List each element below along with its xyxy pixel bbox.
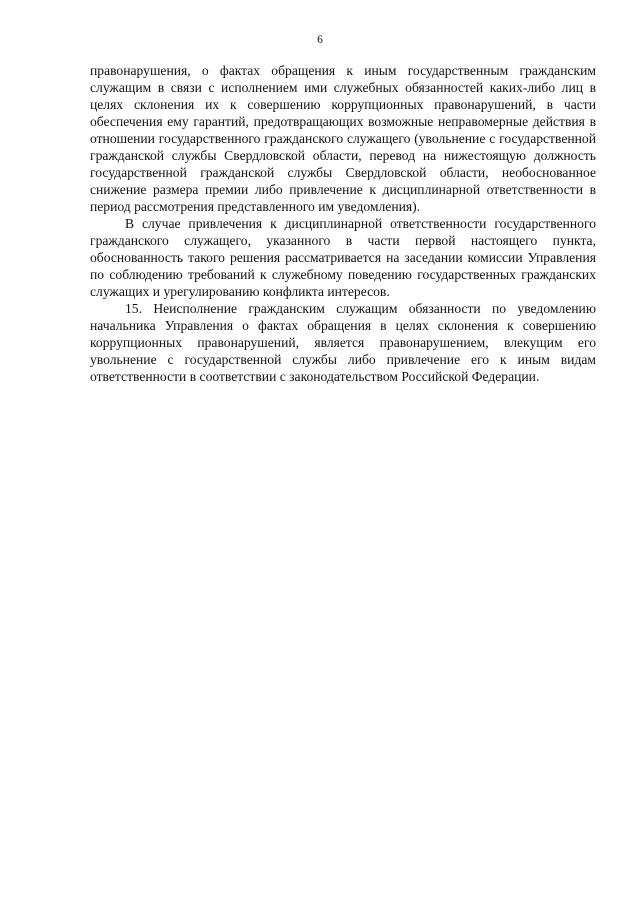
paragraph-continuation: правонарушения, о фактах обращения к иным государственным гражданским служащим в связи с исполнением ими служебных обязанностей каких-либо лиц в целях склонения их к совершению коррупционных правонарушений, в части обеспечения ему гарантий, предотвращающих возможные неправомерные действия в отношении государственного гражданского служащего (увольнение с государственной гражданской службы Свердловской области, перевод на нижестоящую должность государственной гражданской службы Свердловской области, необоснованное снижение размера премии либо привлечение к дисциплинарной ответственности в период рассмотрения представленного им уведомления). xyxy=(90,63,596,214)
page-number: 6 xyxy=(317,34,323,46)
paragraph-item-15: 15. Неисполнение гражданским служащим обязанности по уведомлению начальника Управления о фактах обращения в целях склонения к совершению коррупционных правонарушений, является правонарушением, влекущим его увольнение с государственной службы либо привлечение его к иным видам ответственности в соответствии с законодательством Российской Федерации. xyxy=(90,301,596,384)
document-body xyxy=(90,62,596,385)
paragraph-disciplinary: В случае привлечения к дисциплинарной ответственности государственного гражданского служащего, указанного в части первой настоящего пункта, обоснованность такого решения рассматривается на заседании комиссии Управления по соблюдению требований к служебному поведению государственных гражданских служащих и урегулированию конфликта интересов. xyxy=(90,216,596,299)
